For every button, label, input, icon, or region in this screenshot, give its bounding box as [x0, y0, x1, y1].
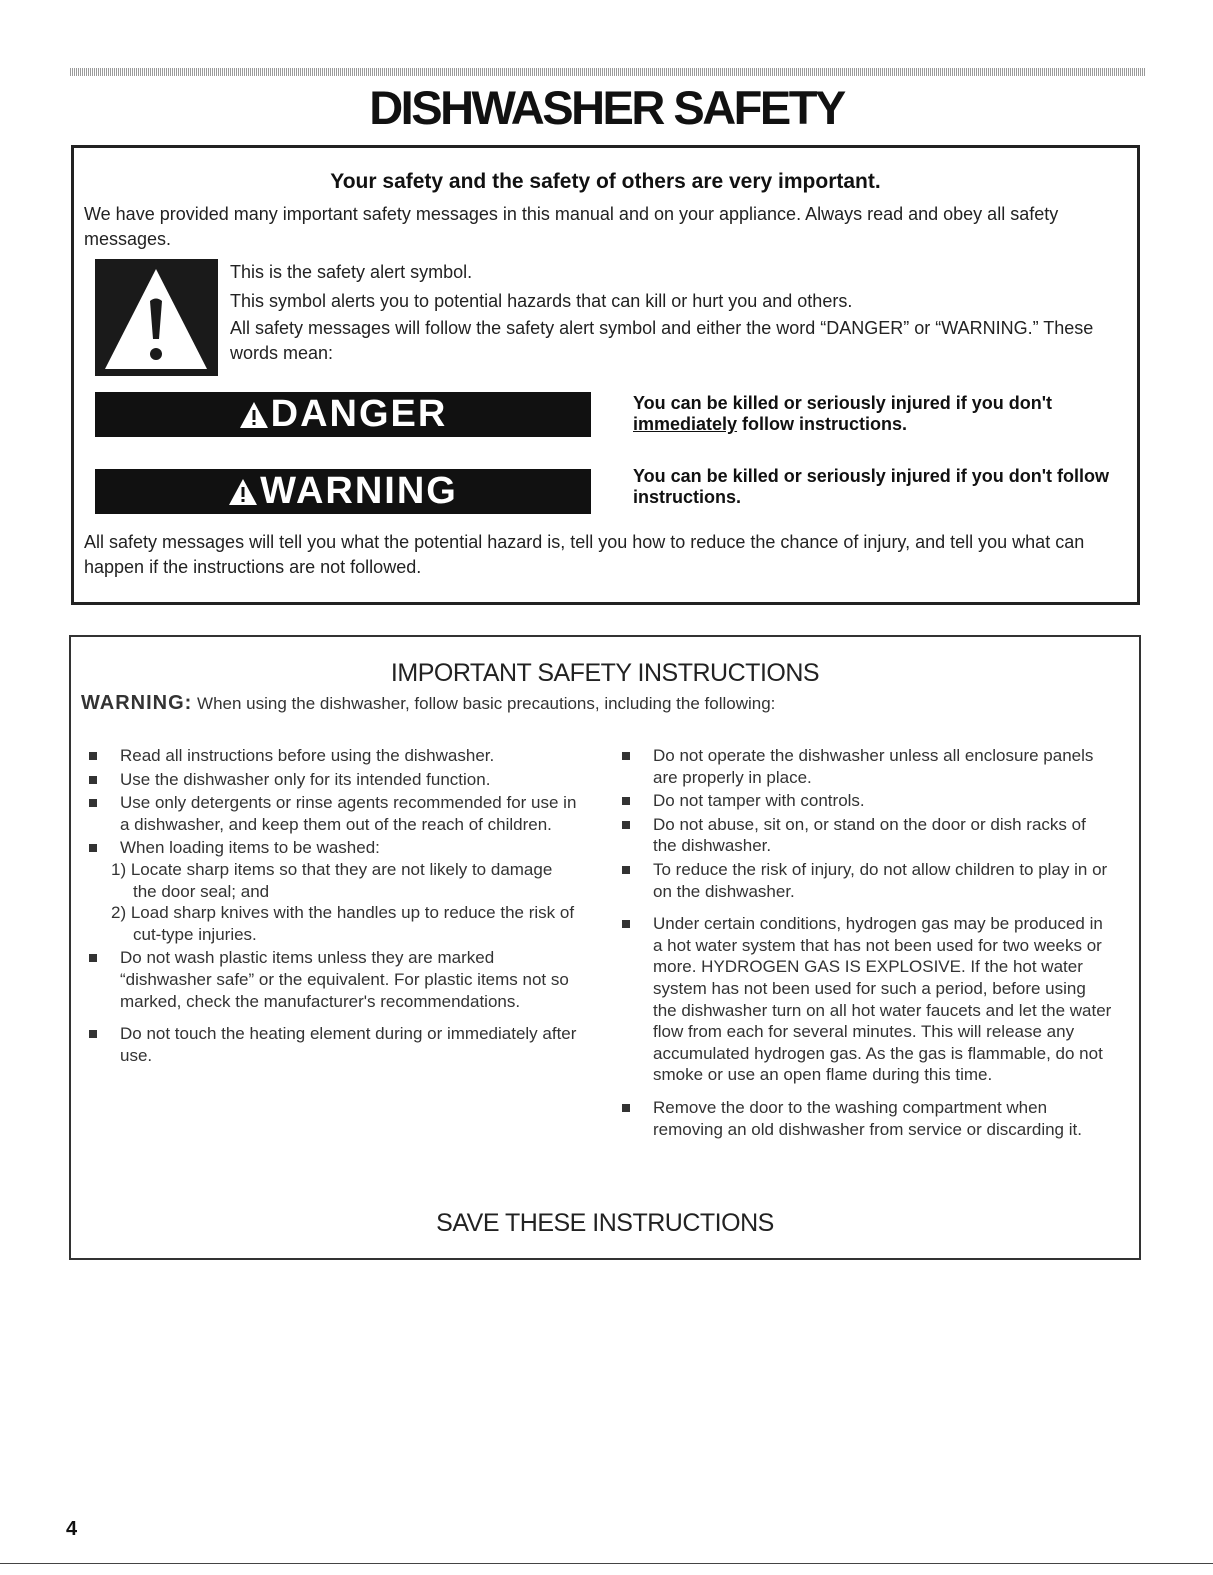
danger-desc-text-end: follow instructions. [737, 414, 908, 434]
list-item [622, 1097, 1112, 1140]
warning-text: When using the dishwasher, follow basic precautions, including the following: [192, 694, 776, 713]
list-item-text: Do not abuse, sit on, or stand on the door or dish racks of the dishwasher. [653, 814, 1086, 856]
list-item-text: Use the dishwasher only for its intended function. [120, 769, 491, 789]
bullet-icon [622, 1104, 630, 1112]
bullet-icon [89, 1030, 97, 1038]
list-item-text: Remove the door to the washing compartment when removing an old dishwasher from service or discarding it. [653, 1097, 1082, 1139]
list-item [89, 837, 579, 945]
danger-description [633, 393, 1123, 435]
bullet-icon [622, 920, 630, 928]
alert-line: This is the safety alert symbol. [230, 262, 473, 282]
list-item-text: Do not touch the heating element during or immediately after use. [120, 1024, 577, 1065]
list-item-text: Use only detergents or rinse agents recommended for use in a dishwasher, and keep them out of the reach of children. [120, 793, 577, 834]
list-item [622, 913, 1112, 1086]
safety-heading: Your safety and the safety of others are very important. [330, 170, 881, 193]
list-item [89, 769, 579, 791]
safety-intro: We have provided many important safety messages in this manual and on your appliance. Always read and obey all safety messages. [84, 204, 1059, 249]
list-item-text: Do not tamper with controls. [653, 791, 865, 811]
list-item [622, 790, 1112, 812]
alert-line: This symbol alerts you to potential hazards that can kill or hurt you and others. [230, 291, 853, 311]
sub-list-item: 2) Load sharp knives with the handles up to reduce the risk of cut-type injuries. [111, 903, 575, 944]
list-item-text: Do not wash plastic items unless they are marked “dishwasher safe” or the equivalent. For plastic items not so marked, check the manufacturer's recommendations. [120, 948, 569, 1011]
top-dotted-rule [70, 68, 1146, 76]
list-item [622, 745, 1112, 788]
list-item-text: When loading items to be washed: [120, 838, 380, 858]
list-item [89, 947, 579, 1012]
safety-alert-icon [95, 259, 218, 376]
list-item [622, 814, 1112, 857]
list-item [89, 1023, 579, 1066]
danger-label: DANGER [270, 393, 448, 435]
warning-label: WARNING [260, 470, 458, 512]
danger-signal-bar [95, 392, 591, 437]
save-instructions-footer: SAVE THESE INSTRUCTIONS [436, 1209, 774, 1237]
alert-symbol-explanation [230, 258, 1110, 366]
bottom-rule [0, 1563, 1213, 1564]
bullet-icon [89, 954, 97, 962]
instructions-heading: IMPORTANT SAFETY INSTRUCTIONS [390, 659, 820, 687]
bullet-icon [89, 844, 97, 852]
sub-list-item: 1) Locate sharp items so that they are not likely to damage the door seal; and [111, 859, 553, 901]
warning-triangle-icon [228, 477, 258, 507]
list-item [622, 859, 1112, 902]
list-item [89, 792, 579, 835]
important-instructions-box [69, 635, 1141, 1260]
danger-desc-emphasis: immediately [633, 414, 738, 434]
safety-message-box [71, 145, 1140, 605]
bullet-icon [89, 752, 97, 760]
bullet-icon [622, 797, 630, 805]
instructions-warning [81, 692, 1131, 715]
list-item-text: Under certain conditions, hydrogen gas may be produced in a hot water system that has not been used for two weeks or more. HYDROGEN GAS IS EXPLOSIVE. If the hot water system has not been used for such a period, before using the dishwasher turn on all hot water faucets and let the water flow from each for several minutes. This will release any accumulated hydrogen gas. As the gas is flammable, do not smoke or use an open flame during this time. [653, 914, 1112, 1085]
list-item-text: Do not operate the dishwasher unless all enclosure panels are properly in place. [653, 746, 1094, 787]
warning-keyword: WARNING: [81, 692, 193, 714]
page-title: DISHWASHER SAFETY [369, 81, 844, 134]
bullet-icon [89, 776, 97, 784]
warning-description: You can be killed or seriously injured if you don't follow instructions. [633, 466, 1109, 507]
alert-line: All safety messages will follow the safety alert symbol and either the word “DANGER” or “WARNING.” These words mean: [230, 318, 1094, 363]
safety-closing-text: All safety messages will tell you what the potential hazard is, tell you how to reduce the chance of injury, and tell you what can happen if the instructions are not followed. [84, 532, 1085, 577]
bullet-icon [622, 866, 630, 874]
bullet-icon [622, 752, 630, 760]
bullet-icon [622, 821, 630, 829]
left-instruction-list [89, 745, 579, 1068]
danger-desc-text: You can be killed or seriously injured if you don't [633, 393, 1053, 413]
page-number: 4 [66, 1518, 78, 1540]
warning-triangle-icon [239, 400, 269, 430]
warning-signal-bar [95, 469, 591, 514]
list-item-text: To reduce the risk of injury, do not allow children to play in or on the dishwasher. [653, 859, 1108, 901]
bullet-icon [89, 799, 97, 807]
list-item [89, 745, 579, 767]
right-instruction-list [622, 745, 1112, 1142]
list-item-text: Read all instructions before using the dishwasher. [120, 746, 495, 765]
